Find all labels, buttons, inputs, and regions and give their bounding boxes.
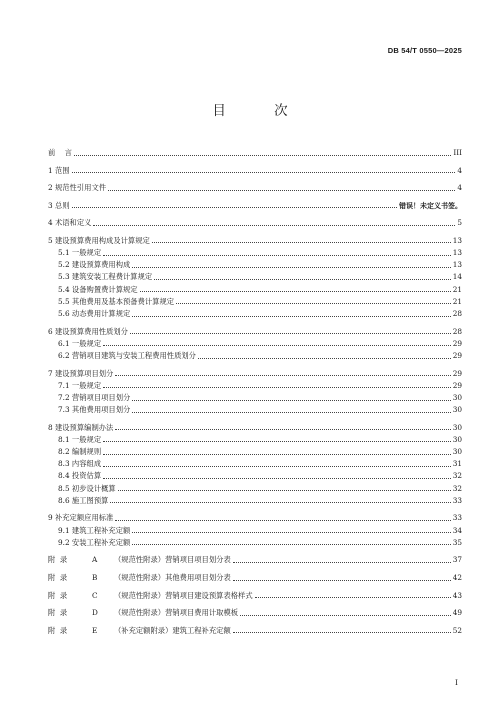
toc-entry-label: 5.3 建筑安装工程费计算规定	[58, 272, 153, 282]
toc-leader-dots	[130, 333, 451, 334]
toc-section-entry[interactable]	[48, 235, 462, 247]
toc-leader-dots	[72, 207, 397, 208]
toc-section-entry[interactable]	[48, 512, 462, 524]
toc-leader-dots	[103, 466, 451, 467]
toc-leader-dots	[233, 562, 451, 563]
toc-entry-label: 9.2 安装工程补充定额	[58, 537, 131, 547]
toc-leader-dots	[103, 454, 451, 455]
toc-page-number: 42	[452, 572, 462, 582]
toc-subsection-entry[interactable]	[48, 380, 462, 392]
toc-section-entry[interactable]	[48, 422, 462, 434]
toc-subsection-entry[interactable]	[48, 525, 462, 537]
toc-leader-dots	[132, 400, 450, 401]
toc-entry-label: 5.2 建设预算费用构成	[58, 260, 131, 270]
appendix-description: （规范性附录）营销项目建设预算表格样式	[114, 590, 253, 600]
toc-appendix-label	[48, 572, 231, 584]
toc-page-number: 30	[452, 434, 462, 444]
toc-page-number: 13	[452, 260, 462, 270]
toc-leader-dots	[115, 375, 450, 376]
appendix-letter: E	[92, 625, 98, 635]
toc-section-entry[interactable]	[48, 182, 462, 194]
toc-section-entry[interactable]	[48, 217, 462, 229]
toc-leader-dots	[233, 580, 451, 581]
toc-entry-label: 5.5 其他费用及基本预备费计算规定	[58, 296, 175, 306]
toc-leader-dots	[132, 532, 450, 533]
toc-page-number: 29	[452, 338, 462, 348]
toc-subsection-entry[interactable]	[48, 446, 462, 458]
toc-page-number: 4	[457, 165, 462, 175]
toc-leader-dots	[103, 387, 451, 388]
toc-subsection-entry[interactable]	[48, 495, 462, 507]
toc-leader-dots	[118, 490, 451, 491]
toc-leader-dots	[255, 597, 451, 598]
toc-entry-label: 9.1 建筑工程补充定额	[58, 525, 131, 535]
toc-subsection-entry[interactable]	[48, 350, 462, 362]
toc-subsection-entry[interactable]	[48, 483, 462, 495]
appendix-letter: B	[92, 572, 98, 582]
toc-leader-dots	[115, 520, 450, 521]
toc-leader-dots	[103, 345, 451, 346]
toc-page-number: 错误！未定义书签。	[399, 201, 462, 210]
toc-entry-label: 5.4 设备购置费计算规定	[58, 284, 138, 294]
appendix-letter: D	[92, 608, 98, 618]
toc-page-number: 35	[452, 537, 462, 547]
toc-entry-label: 9 补充定额应用标准	[48, 513, 114, 523]
toc-appendix-label	[48, 607, 238, 619]
toc-appendix-entry[interactable]	[48, 572, 462, 584]
toc-page-number: 28	[452, 326, 462, 336]
toc-subsection-entry[interactable]	[48, 271, 462, 283]
toc-entry-label: 4 术语和定义	[48, 218, 92, 228]
toc-leader-dots	[74, 155, 451, 156]
toc-appendix-entry[interactable]	[48, 625, 462, 637]
toc-subsection-entry[interactable]	[48, 392, 462, 404]
page-number: I	[455, 678, 458, 687]
toc-page-number: 21	[452, 296, 462, 306]
toc-appendix-label	[48, 625, 231, 637]
toc-leader-dots	[93, 225, 455, 226]
toc-page-number: 14	[452, 272, 462, 282]
toc-leader-dots	[115, 429, 450, 430]
toc-entry-label: 5.1 一般规定	[58, 248, 102, 258]
toc-appendix-label	[48, 590, 253, 602]
appendix-description: （规范性附录）营销项目项目划分表	[114, 555, 231, 565]
toc-entry-label: 7.3 其他费用项目划分	[58, 405, 131, 415]
toc-leader-dots	[72, 172, 456, 173]
toc-page-number: 32	[452, 471, 462, 481]
toc-section-entry[interactable]	[48, 326, 462, 338]
appendix-letter: A	[92, 555, 98, 565]
toc-leader-dots	[108, 190, 455, 191]
toc-page-number: 33	[452, 513, 462, 523]
toc-appendix-entry[interactable]	[48, 554, 462, 566]
toc-appendix-entry[interactable]	[48, 607, 462, 619]
toc-page-number: 31	[452, 459, 462, 469]
toc-page-number: 43	[452, 590, 462, 600]
toc-page-number: 37	[452, 555, 462, 565]
toc-entry-label: 7.2 营销项目项目划分	[58, 392, 131, 402]
toc-subsection-entry[interactable]	[48, 296, 462, 308]
toc-entry-label: 5 建设预算费用构成及计算规定	[48, 235, 150, 245]
toc-page-number: 49	[452, 608, 462, 618]
toc-page-number: 34	[452, 525, 462, 535]
toc-section-entry[interactable]	[48, 200, 462, 212]
toc-section-entry[interactable]	[48, 147, 462, 159]
appendix-word: 附 录	[48, 608, 68, 618]
toc-appendix-label	[48, 554, 231, 566]
toc-entry-label: 1 范围	[48, 165, 70, 175]
standard-code: DB 54/T 0550—2025	[387, 46, 462, 55]
toc-leader-dots	[154, 279, 451, 280]
toc-page-number: 30	[452, 422, 462, 432]
toc-leader-dots	[132, 544, 450, 545]
toc-subsection-entry[interactable]	[48, 308, 462, 320]
toc-page-number: 13	[452, 235, 462, 245]
table-of-contents	[48, 147, 462, 637]
appendix-letter: C	[92, 590, 98, 600]
toc-subsection-entry[interactable]	[48, 259, 462, 271]
toc-page-number: 30	[452, 405, 462, 415]
toc-entry-label: 6.2 营销项目建筑与安装工程费用性质划分	[58, 350, 196, 360]
toc-leader-dots	[110, 502, 450, 503]
toc-page-number: 52	[452, 625, 462, 635]
toc-page-number: 32	[452, 483, 462, 493]
toc-section-entry[interactable]	[48, 368, 462, 380]
page-title: 目 次	[212, 103, 310, 119]
toc-entry-label: 8.5 初步设计概算	[58, 483, 116, 493]
toc-page-number: 29	[452, 368, 462, 378]
toc-leader-dots	[132, 267, 450, 268]
toc-page-number: 30	[452, 392, 462, 402]
toc-entry-label: 5.6 动态费用计算规定	[58, 309, 131, 319]
toc-page-number: 28	[452, 309, 462, 319]
toc-page-number: 13	[452, 248, 462, 258]
toc-leader-dots	[140, 291, 451, 292]
appendix-word: 附 录	[48, 590, 68, 600]
toc-page-number: III	[453, 148, 462, 157]
toc-page-number: 4	[457, 183, 462, 193]
toc-section-entry[interactable]	[48, 165, 462, 177]
toc-leader-dots	[103, 441, 451, 442]
appendix-word: 附 录	[48, 572, 68, 582]
toc-leader-dots	[240, 615, 451, 616]
toc-subsection-entry[interactable]	[48, 470, 462, 482]
toc-entry-label: 8.3 内容组成	[58, 459, 102, 469]
toc-leader-dots	[152, 242, 451, 243]
toc-page-number: 30	[452, 447, 462, 457]
toc-page-number: 21	[452, 284, 462, 294]
toc-entry-label: 2 规范性引用文件	[48, 183, 107, 193]
appendix-description: （补充定额附录）建筑工程补充定额	[114, 625, 231, 635]
toc-leader-dots	[233, 632, 451, 633]
toc-entry-label: 8.6 施工图预算	[58, 495, 109, 505]
toc-entry-label: 8.1 一般规定	[58, 434, 102, 444]
toc-leader-dots	[103, 478, 451, 479]
toc-subsection-entry[interactable]	[48, 404, 462, 416]
toc-subsection-entry[interactable]	[48, 434, 462, 446]
toc-entry-label: 6.1 一般规定	[58, 338, 102, 348]
appendix-description: （规范性附录）营销项目费用计取模板	[114, 608, 239, 618]
toc-entry-label: 7.1 一般规定	[58, 380, 102, 390]
toc-page-number: 29	[452, 380, 462, 390]
toc-entry-label: 8 建设预算编制办法	[48, 422, 114, 432]
toc-entry-label: 7 建设预算项目划分	[48, 368, 114, 378]
toc-subsection-entry[interactable]	[48, 338, 462, 350]
toc-leader-dots	[176, 303, 451, 304]
toc-subsection-entry[interactable]	[48, 284, 462, 296]
toc-subsection-entry[interactable]	[48, 247, 462, 259]
appendix-word: 附 录	[48, 625, 68, 635]
toc-leader-dots	[103, 255, 451, 256]
toc-page-number: 33	[452, 495, 462, 505]
toc-entry-label: 6 建设预算费用性质划分	[48, 326, 128, 336]
toc-entry-label: 3 总则	[48, 200, 70, 210]
toc-subsection-entry[interactable]	[48, 458, 462, 470]
appendix-description: （规范性附录）其他费用项目划分表	[114, 572, 231, 582]
toc-subsection-entry[interactable]	[48, 537, 462, 549]
toc-page-number: 29	[452, 350, 462, 360]
toc-leader-dots	[132, 316, 450, 317]
toc-page-number: 5	[457, 218, 462, 228]
appendix-word: 附 录	[48, 555, 68, 565]
toc-appendix-entry[interactable]	[48, 590, 462, 602]
toc-entry-label: 8.4 投资估算	[58, 471, 102, 481]
toc-leader-dots	[132, 412, 450, 413]
toc-leader-dots	[198, 358, 451, 359]
toc-entry-label: 8.2 编制规则	[58, 447, 102, 457]
toc-entry-label: 前 言	[48, 148, 72, 157]
